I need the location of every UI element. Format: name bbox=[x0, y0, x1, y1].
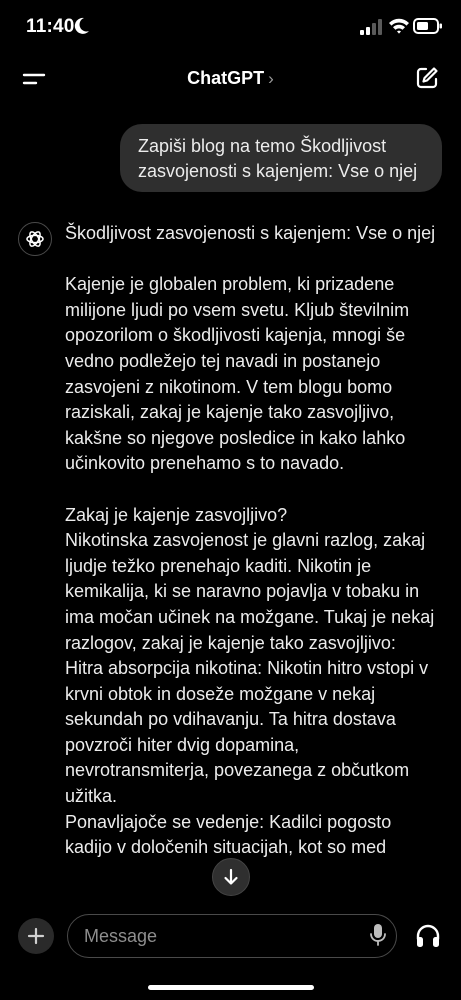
moon-icon bbox=[74, 17, 90, 35]
assistant-paragraph: Škodljivost zasvojenosti s kajenjem: Vse o njej bbox=[65, 223, 436, 243]
headphones-icon[interactable] bbox=[414, 922, 442, 950]
user-message-bubble: Zapiši blog na temo Škodljivost zasvojenosti s kajenjem: Vse o njej bbox=[120, 124, 442, 192]
new-chat-icon[interactable] bbox=[415, 66, 439, 90]
arrow-down-icon bbox=[222, 868, 240, 886]
status-bar bbox=[0, 0, 461, 52]
plus-icon bbox=[27, 927, 45, 945]
assistant-message bbox=[65, 221, 437, 861]
chevron-right-icon: › bbox=[268, 69, 274, 88]
message-input[interactable] bbox=[67, 914, 397, 958]
header-title: ChatGPT bbox=[187, 68, 265, 88]
scroll-down-button[interactable] bbox=[212, 858, 250, 896]
assistant-paragraph: Kajenje je globalen problem, ki prizadene milijone ljudi po vsem svetu. Kljub številnim opozorilom o škodljivosti kajenja, mnogi še vedno podležejo tej navadi in postanejo zasvojeni z nikotinom. V tem blogu bomo raziskali, zakaj je kajenje tako zasvojljivo, kakšne so njegove posledice in kako lahko učinkovito prenehamo s to navado. bbox=[65, 274, 410, 474]
mic-icon[interactable] bbox=[369, 923, 387, 947]
model-selector[interactable] bbox=[0, 68, 461, 89]
signal-icon bbox=[360, 19, 384, 35]
openai-logo-icon bbox=[18, 222, 52, 256]
app-header bbox=[0, 52, 461, 108]
composer-bar bbox=[0, 905, 461, 1000]
assistant-paragraph: Zakaj je kajenje zasvojljivo? Nikotinska zasvojenost je glavni razlog, zakaj ljudje težko prenehajo kaditi. Nikotin je kemikalija, ki se naravno pojavlja v tobaku in ima močan učinek na možgane. Tukaj je nekaj razlogov, zakaj je kajenje tako zasvojljivo: Hitra absorpcija nikotina: Nikotin hitro vstopi v krvni obtok in doseže možgane v nekaj sekundah po vdihavanju. Ta hitra dostava povzroči hiter dvig dopamina, nevrotransmiterja, povezanega z občutkom užitka. Ponavljajoče se vedenje: Kadilci pogosto kadijo v določenih situacijah, kot so med bbox=[65, 504, 435, 858]
battery-icon bbox=[413, 17, 443, 35]
plus-button[interactable] bbox=[18, 918, 54, 954]
home-indicator bbox=[148, 985, 314, 990]
wifi-icon bbox=[388, 17, 410, 35]
status-time: 11:40 bbox=[26, 16, 75, 37]
